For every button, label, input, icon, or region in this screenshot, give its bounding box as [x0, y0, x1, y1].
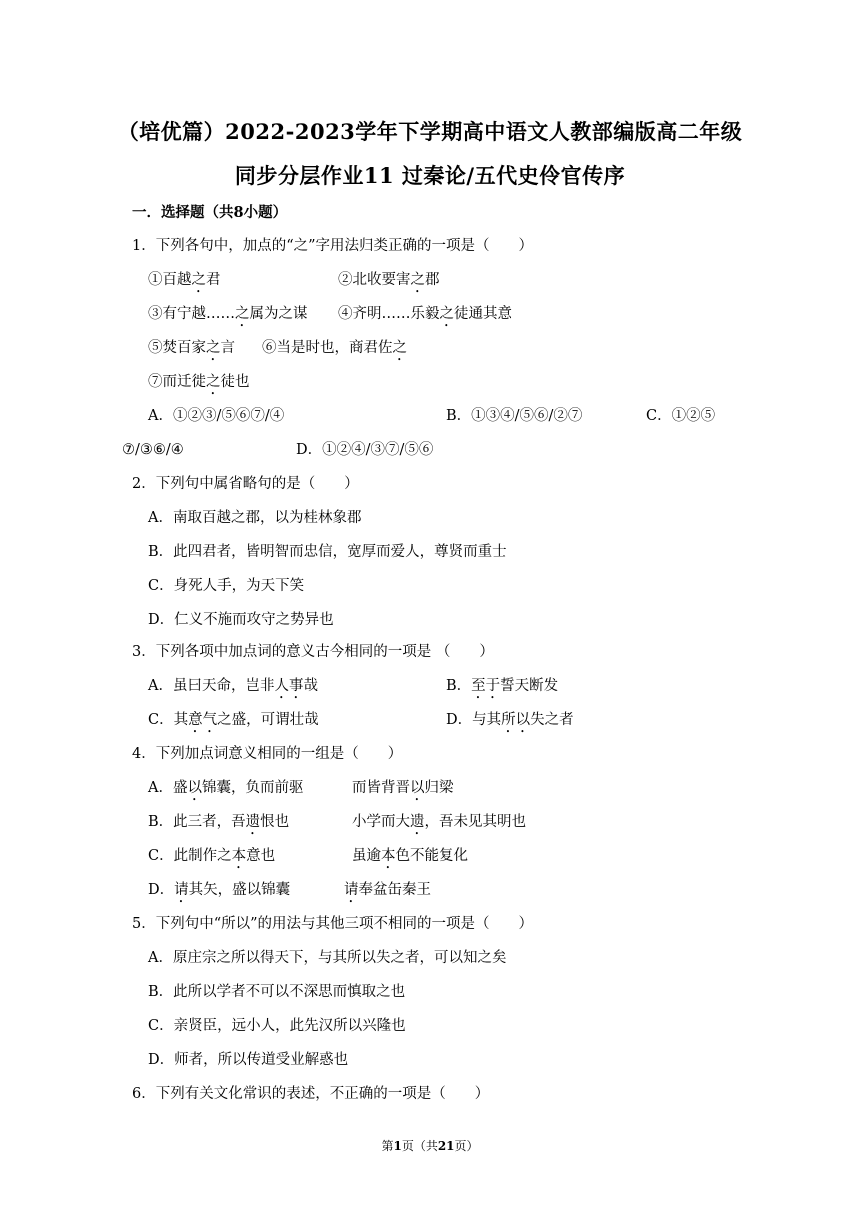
question-5-stem: 5．下列句中“所以”的用法与其他三项不相同的一项是（ ） — [132, 916, 534, 932]
q4-option-d-second: 请奉盆缶秦王 — [344, 882, 431, 898]
q1-item-1: ①百越之君 — [148, 272, 221, 288]
q4-option-a-first: A．盛以锦囊，负而前驱 — [148, 780, 304, 796]
q4-option-b-second: 小学而大遗，吾未见其明也 — [352, 814, 526, 830]
q5-option-d: D．师者，所以传道受业解惑也 — [148, 1052, 349, 1068]
question-6-stem: 6．下列有关文化常识的表述，不正确的一项是（ ） — [132, 1086, 490, 1102]
q2-option-a: A．南取百越之郡，以为桂林象郡 — [148, 510, 362, 526]
q4-option-b-first: B．此三者，吾遗恨也 — [148, 814, 290, 830]
q1-item-6: ⑥当是时也，商君佐之 — [262, 340, 407, 356]
q1-option-a: A．①②③/⑤⑥⑦/④ — [148, 408, 285, 424]
q1-item-4: ④齐明……乐毅之徒通其意 — [338, 306, 512, 322]
page-footer: 第1页（共21页） — [381, 1139, 479, 1153]
q3-option-a: A．虽曰天命，岂非人事哉 — [148, 678, 318, 694]
q1-option-c-continued: ⑦/③⑥/④ — [122, 442, 184, 458]
q1-option-b: B．①③④/⑤⑥/②⑦ — [446, 408, 583, 424]
q2-option-b: B．此四君者，皆明智而忠信，宽厚而爱人，尊贤而重士 — [148, 544, 507, 560]
q4-option-c-second: 虽逾本色不能复化 — [352, 848, 468, 864]
question-1-stem: 1．下列各句中，加点的“之”字用法归类正确的一项是（ ） — [132, 238, 534, 254]
q1-item-2: ②北收要害之郡 — [338, 272, 440, 288]
question-4-stem: 4．下列加点词意义相同的一组是（ ） — [132, 746, 403, 762]
q1-option-c: C．①②⑤ — [646, 408, 716, 424]
q4-option-d-first: D．请其矢，盛以锦囊 — [148, 882, 291, 898]
q1-item-3: ③有宁越……之属为之谋 — [148, 306, 308, 322]
q3-option-c: C．其意气之盛，可谓壮哉 — [148, 712, 319, 728]
document-title-line1: （培优篇）2022-2023学年下学期高中语文人教部编版高二年级 — [117, 119, 743, 144]
q5-option-c: C．亲贤臣，远小人，此先汉所以兴隆也 — [148, 1018, 406, 1034]
document-title-line2: 同步分层作业11 过秦论/五代史伶官传序 — [234, 163, 626, 188]
q4-option-c-first: C．此制作之本意也 — [148, 848, 276, 864]
question-3-stem: 3．下列各项中加点词的意义古今相同的一项是 （ ） — [132, 644, 494, 660]
q1-item-5: ⑤焚百家之言 — [148, 340, 235, 356]
question-2-stem: 2．下列句中属省略句的是（ ） — [132, 476, 359, 492]
section-heading: 一．选择题（共8小题） — [132, 204, 288, 221]
q2-option-d: D．仁义不施而攻守之势异也 — [148, 612, 334, 628]
total-pages-number: 21 — [437, 1139, 455, 1153]
q3-option-d: D．与其所以失之者 — [446, 712, 574, 728]
q4-option-a-second: 而皆背晋以归梁 — [352, 780, 454, 796]
q2-option-c: C．身死人手，为天下笑 — [148, 578, 305, 594]
current-page-number: 1 — [393, 1139, 402, 1153]
q3-option-b: B．至于誓天断发 — [446, 678, 559, 694]
q5-option-b: B．此所以学者不可以不深思而慎取之也 — [148, 984, 406, 1000]
q5-option-a: A．原庄宗之所以得天下，与其所以失之者，可以知之矣 — [148, 950, 507, 966]
q1-item-7: ⑦而迁徙之徒也 — [148, 374, 250, 390]
q1-option-d: D．①②④/③⑦/⑤⑥ — [296, 442, 434, 458]
